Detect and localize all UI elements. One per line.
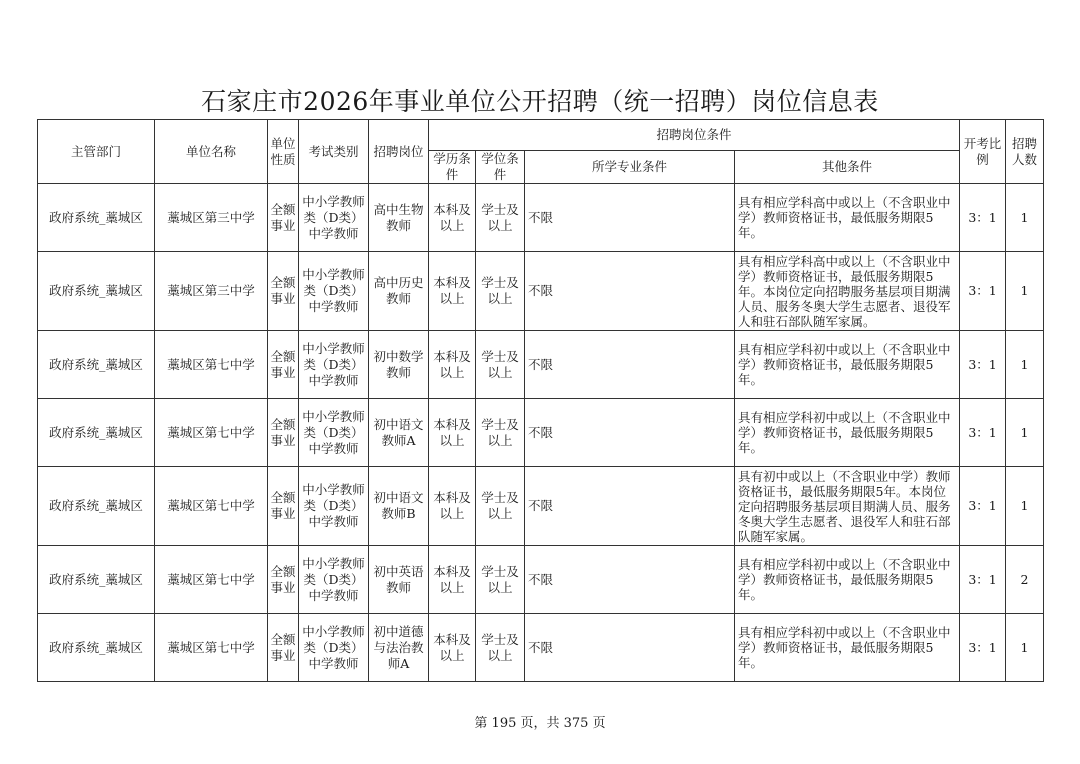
cell-unit: 藁城区第三中学 — [155, 252, 268, 331]
cell-count: 1 — [1006, 331, 1044, 399]
table-row — [38, 546, 1044, 614]
cell-unit-type: 全额事业 — [268, 546, 299, 614]
cell-other: 具有相应学科初中或以上（不含职业中学）教师资格证书，最低服务期限5年。 — [735, 399, 960, 467]
cell-ratio: 3：1 — [960, 252, 1006, 331]
cell-position: 初中数学教师 — [369, 331, 429, 399]
table-row — [38, 399, 1044, 467]
cell-dept: 政府系统_藁城区 — [38, 331, 155, 399]
table-row — [38, 331, 1044, 399]
cell-dept: 政府系统_藁城区 — [38, 252, 155, 331]
cell-unit-type: 全额事业 — [268, 614, 299, 682]
table-row — [38, 614, 1044, 682]
header-position: 招聘岗位 — [369, 120, 429, 184]
cell-count: 2 — [1006, 546, 1044, 614]
cell-count: 1 — [1006, 252, 1044, 331]
cell-exam-type: 中小学教师类（D类）中学教师 — [299, 399, 369, 467]
cell-ratio: 3：1 — [960, 184, 1006, 252]
cell-unit-type: 全额事业 — [268, 331, 299, 399]
cell-ratio: 3：1 — [960, 331, 1006, 399]
cell-dept: 政府系统_藁城区 — [38, 467, 155, 546]
page-title: 石家庄市2026年事业单位公开招聘（统一招聘）岗位信息表 — [201, 87, 879, 116]
cell-education: 本科及以上 — [429, 546, 476, 614]
cell-unit-type: 全额事业 — [268, 184, 299, 252]
cell-exam-type: 中小学教师类（D类）中学教师 — [299, 252, 369, 331]
table-row — [38, 184, 1044, 252]
cell-education: 本科及以上 — [429, 252, 476, 331]
cell-unit-type: 全额事业 — [268, 467, 299, 546]
cell-exam-type: 中小学教师类（D类）中学教师 — [299, 331, 369, 399]
cell-other: 具有相应学科初中或以上（不含职业中学）教师资格证书，最低服务期限5年。 — [735, 331, 960, 399]
cell-unit: 藁城区第七中学 — [155, 399, 268, 467]
header-dept: 主管部门 — [38, 120, 155, 184]
cell-position: 初中英语教师 — [369, 546, 429, 614]
cell-other: 具有初中或以上（不含职业中学）教师资格证书，最低服务期限5年。本岗位定向招聘服务基层项目期满人员、服务冬奥大学生志愿者、退役军人和驻石部队随军家属。 — [735, 467, 960, 546]
cell-count: 1 — [1006, 467, 1044, 546]
header-ratio: 开考比例 — [960, 120, 1006, 184]
header-other: 其他条件 — [735, 151, 960, 184]
cell-unit: 藁城区第七中学 — [155, 614, 268, 682]
cell-dept: 政府系统_藁城区 — [38, 184, 155, 252]
page-number: 第 195 页，共 375 页 — [474, 716, 606, 731]
cell-major: 不限 — [525, 252, 735, 331]
cell-major: 不限 — [525, 399, 735, 467]
cell-ratio: 3：1 — [960, 546, 1006, 614]
cell-count: 1 — [1006, 399, 1044, 467]
cell-position: 高中历史教师 — [369, 252, 429, 331]
header-exam-type: 考试类别 — [299, 120, 369, 184]
table-row — [38, 467, 1044, 546]
cell-dept: 政府系统_藁城区 — [38, 546, 155, 614]
cell-degree: 学士及以上 — [476, 614, 525, 682]
cell-education: 本科及以上 — [429, 399, 476, 467]
cell-exam-type: 中小学教师类（D类）中学教师 — [299, 467, 369, 546]
cell-unit-type: 全额事业 — [268, 252, 299, 331]
cell-unit: 藁城区第七中学 — [155, 331, 268, 399]
positions-table — [37, 119, 1044, 682]
header-education: 学历条件 — [429, 151, 476, 184]
header-degree: 学位条件 — [476, 151, 525, 184]
cell-education: 本科及以上 — [429, 331, 476, 399]
cell-unit-type: 全额事业 — [268, 399, 299, 467]
cell-position: 初中语文教师A — [369, 399, 429, 467]
cell-major: 不限 — [525, 546, 735, 614]
header-count: 招聘人数 — [1006, 120, 1044, 184]
cell-degree: 学士及以上 — [476, 184, 525, 252]
cell-degree: 学士及以上 — [476, 467, 525, 546]
cell-exam-type: 中小学教师类（D类）中学教师 — [299, 546, 369, 614]
header-major: 所学专业条件 — [525, 151, 735, 184]
cell-other: 具有相应学科初中或以上（不含职业中学）教师资格证书，最低服务期限5年。 — [735, 546, 960, 614]
cell-degree: 学士及以上 — [476, 331, 525, 399]
cell-ratio: 3：1 — [960, 467, 1006, 546]
cell-ratio: 3：1 — [960, 399, 1006, 467]
cell-unit: 藁城区第七中学 — [155, 546, 268, 614]
cell-exam-type: 中小学教师类（D类）中学教师 — [299, 184, 369, 252]
cell-degree: 学士及以上 — [476, 546, 525, 614]
cell-education: 本科及以上 — [429, 614, 476, 682]
cell-degree: 学士及以上 — [476, 399, 525, 467]
cell-unit: 藁城区第七中学 — [155, 467, 268, 546]
cell-dept: 政府系统_藁城区 — [38, 614, 155, 682]
cell-other: 具有相应学科初中或以上（不含职业中学）教师资格证书，最低服务期限5年。 — [735, 614, 960, 682]
cell-position: 高中生物教师 — [369, 184, 429, 252]
cell-degree: 学士及以上 — [476, 252, 525, 331]
cell-major: 不限 — [525, 614, 735, 682]
cell-exam-type: 中小学教师类（D类）中学教师 — [299, 614, 369, 682]
header-unit: 单位名称 — [155, 120, 268, 184]
cell-other: 具有相应学科高中或以上（不含职业中学）教师资格证书，最低服务期限5年。本岗位定向招聘服务基层项目期满人员、服务冬奥大学生志愿者、退役军人和驻石部队随军家属。 — [735, 252, 960, 331]
cell-major: 不限 — [525, 331, 735, 399]
cell-major: 不限 — [525, 184, 735, 252]
cell-unit: 藁城区第三中学 — [155, 184, 268, 252]
header-conditions: 招聘岗位条件 — [429, 120, 960, 151]
cell-other: 具有相应学科高中或以上（不含职业中学）教师资格证书，最低服务期限5年。 — [735, 184, 960, 252]
cell-position: 初中语文教师B — [369, 467, 429, 546]
cell-count: 1 — [1006, 184, 1044, 252]
cell-dept: 政府系统_藁城区 — [38, 399, 155, 467]
cell-major: 不限 — [525, 467, 735, 546]
cell-education: 本科及以上 — [429, 467, 476, 546]
cell-education: 本科及以上 — [429, 184, 476, 252]
table-row — [38, 252, 1044, 331]
cell-count: 1 — [1006, 614, 1044, 682]
cell-ratio: 3：1 — [960, 614, 1006, 682]
header-unit-type: 单位性质 — [268, 120, 299, 184]
cell-position: 初中道德与法治教师A — [369, 614, 429, 682]
